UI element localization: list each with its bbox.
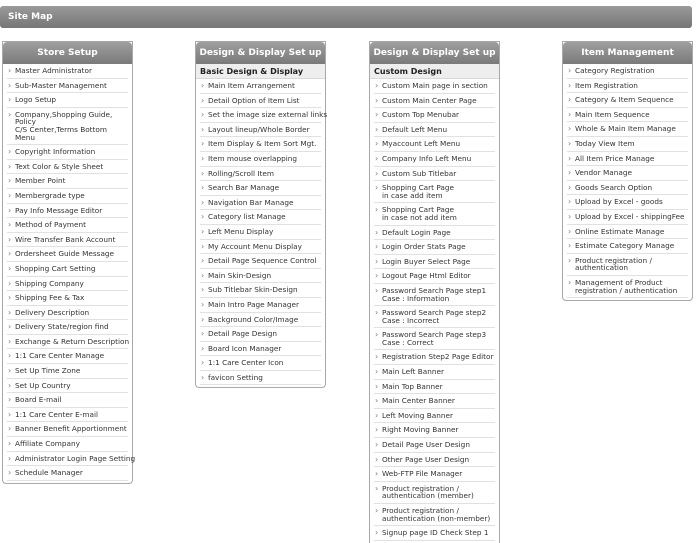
sitemap-link[interactable] (567, 137, 688, 152)
sitemap-link[interactable] (200, 342, 321, 357)
sitemap-link-label: › Estimate Category Manage (575, 241, 675, 251)
item-list (196, 79, 328, 387)
sitemap-link[interactable] (7, 204, 128, 219)
sitemap-link[interactable] (7, 189, 128, 204)
sitemap-link[interactable] (200, 313, 321, 328)
sitemap-link-label: › Online Estimate Manage (575, 226, 665, 236)
sitemap-link[interactable] (374, 203, 495, 225)
sitemap-link-label: › Upload by Excel - goods (575, 197, 663, 207)
sitemap-link[interactable] (200, 240, 321, 255)
sitemap-link[interactable] (7, 160, 128, 175)
sitemap-link-label: › Delivery State/region find (15, 322, 109, 332)
sitemap-link[interactable] (374, 526, 495, 541)
sitemap-link[interactable] (200, 298, 321, 313)
sitemap-link[interactable] (374, 167, 495, 182)
sitemap-link-label: › 1:1 Care Center Manage (15, 351, 105, 361)
sitemap-link-label: › Login Order Stats Page (382, 242, 466, 252)
sitemap-link[interactable] (7, 277, 128, 292)
sitemap-link[interactable] (374, 394, 495, 409)
sitemap-link[interactable] (567, 239, 688, 254)
sitemap-link-label: › Detail Option of Item List (208, 95, 300, 105)
sitemap-link-label: › Master Administrator (15, 66, 92, 75)
sitemap-link-label: › Set the image size external links (208, 110, 328, 120)
sitemap-link-label: › Product registration / authentication (575, 255, 652, 273)
column-subheader: Custom Design (370, 64, 499, 79)
sitemap-link[interactable] (200, 283, 321, 298)
sitemap-link-label: › Main Item Sequence (575, 109, 650, 119)
sitemap-link[interactable] (200, 152, 321, 167)
sitemap-link-label: › Sub-Master Management (15, 80, 107, 90)
sitemap-link-label: › Board E-mail (15, 395, 62, 405)
sitemap-link-label: › Shipping Fee & Tax (15, 293, 85, 303)
sitemap-link[interactable] (374, 467, 495, 482)
sitemap-link[interactable] (567, 276, 688, 298)
sitemap-link-label: › Set Up Time Zone (15, 366, 81, 376)
sitemap-link-label: › Search Bar Manage (208, 183, 280, 193)
sitemap-link-label: › Product registration / authentication (member) (382, 483, 474, 501)
sitemap-link[interactable] (374, 284, 495, 306)
sitemap-link-label: › Affiliate Company (15, 439, 80, 449)
sitemap-link[interactable] (7, 408, 128, 423)
sitemap-link-label: › Company,Shopping Guide, Policy C/S Center,Terms Bottom Menu (15, 109, 113, 142)
column-store-setup (2, 41, 136, 484)
sitemap-link[interactable] (374, 108, 495, 123)
column-header: Design & Display Set up (370, 42, 499, 64)
sitemap-link-label: › Goods Search Option (575, 182, 653, 192)
sitemap-link[interactable] (567, 93, 688, 108)
sitemap-link[interactable] (200, 356, 321, 371)
sitemap-link[interactable] (200, 225, 321, 240)
sitemap-link[interactable] (567, 152, 688, 167)
column-item-management (562, 41, 693, 301)
sitemap-link[interactable] (374, 438, 495, 453)
sitemap-link[interactable] (200, 269, 321, 284)
sitemap-link-label: › Main Skin-Design (208, 270, 272, 280)
sitemap-link[interactable] (374, 79, 495, 94)
sitemap-link[interactable] (200, 79, 321, 94)
item-list (563, 64, 692, 300)
sitemap-link-label: › Sub Titlebar Skin-Design (208, 285, 298, 295)
sitemap-link-label: › Main Left Banner (382, 367, 445, 377)
sitemap-link[interactable] (7, 93, 128, 108)
sitemap-link[interactable] (200, 254, 321, 269)
sitemap-link-label: › 1:1 Care Center E-mail (15, 409, 99, 419)
sitemap-link-label: › Item Display & Item Sort Mgt. (208, 139, 317, 149)
sitemap-link[interactable] (374, 453, 495, 468)
sitemap-link-label: › Copyright Information (15, 147, 96, 157)
sitemap-link-label: › Exchange & Return Description (15, 336, 130, 346)
sitemap-link[interactable] (7, 437, 128, 452)
sitemap-link[interactable] (200, 371, 321, 386)
sitemap-link-label: › Member Point (15, 176, 66, 186)
sitemap-link-label: › 1:1 Care Center Icon (208, 358, 284, 368)
sitemap-link-label: › Custom Sub Titlebar (382, 168, 457, 178)
sitemap-link-label: › favicon Setting (208, 372, 263, 382)
sitemap-link-label: › Main Center Banner (382, 396, 455, 406)
sitemap-link[interactable] (374, 226, 495, 241)
sitemap-link-label: › Shopping Cart Page in case add item (382, 183, 454, 200)
sitemap-link-label: › Membergrade type (15, 190, 85, 200)
sitemap-link-label: › Company Info Left Menu (382, 153, 472, 163)
sitemap-link-label: › My Account Menu Display (208, 241, 302, 251)
sitemap-link-label: › Right Moving Banner (382, 425, 459, 435)
sitemap-link-label: › Schedule Manager (15, 468, 83, 478)
sitemap-link-label: › Logo Setup (15, 95, 57, 105)
sitemap-link[interactable] (200, 94, 321, 109)
sitemap-link-label: › Text Color & Style Sheet (15, 161, 104, 171)
sitemap-link[interactable] (374, 380, 495, 395)
sitemap-link[interactable] (7, 291, 128, 306)
sitemap-link-label: › Rolling/Scroll Item (208, 168, 274, 178)
sitemap-link[interactable] (7, 233, 128, 248)
sitemap-link[interactable] (200, 123, 321, 138)
sitemap-link[interactable] (374, 94, 495, 109)
sitemap-link[interactable] (567, 225, 688, 240)
sitemap-link-label: › Detail Page Sequence Control (208, 256, 317, 266)
sitemap-link-label: › Item mouse overlapping (208, 153, 298, 163)
sitemap-link-label: › Wire Transfer Bank Account (15, 234, 116, 244)
sitemap-link[interactable] (567, 108, 688, 123)
sitemap-link[interactable] (374, 482, 495, 504)
sitemap-link-label: › Category & Item Sequence (575, 95, 674, 105)
sitemap-link-label: › Password Search Page step2 Case : Incorrect (382, 308, 487, 325)
sitemap-link[interactable] (374, 137, 495, 152)
page-title: Site Map (0, 6, 692, 28)
sitemap-link[interactable] (374, 181, 495, 203)
sitemap-link-label: › Left Menu Display (208, 226, 274, 236)
sitemap-link-label: › Custom Main page in section (382, 81, 488, 90)
item-list (370, 79, 499, 543)
sitemap-link[interactable] (374, 269, 495, 284)
sitemap-link[interactable] (200, 327, 321, 342)
sitemap-link-label: › Default Login Page (382, 227, 451, 237)
sitemap-link-label: › Registration Step2 Page Editor (382, 352, 494, 362)
sitemap-link-label: › Method of Payment (15, 220, 86, 230)
sitemap-link[interactable] (567, 181, 688, 196)
sitemap-link[interactable] (567, 79, 688, 94)
sitemap-link[interactable] (7, 247, 128, 262)
sitemap-link[interactable] (567, 122, 688, 137)
sitemap-link[interactable] (200, 108, 328, 123)
sitemap-link[interactable] (7, 174, 128, 189)
sitemap-link-label: › Upload by Excel - shippingFee (575, 211, 685, 221)
sitemap-link-label: › Shopping Cart Setting (15, 263, 96, 273)
sitemap-link[interactable] (7, 64, 128, 79)
sitemap-link[interactable] (7, 145, 128, 160)
sitemap-link[interactable] (374, 409, 495, 424)
sitemap-link-label: › Ordersheet Guide Message (15, 249, 115, 259)
sitemap-link[interactable] (374, 306, 495, 328)
sitemap-link-label: › Set Up Country (15, 380, 71, 390)
sitemap-link-label: › Category list Manage (208, 212, 286, 222)
sitemap-link[interactable] (7, 262, 128, 277)
sitemap-link[interactable] (567, 64, 688, 79)
sitemap-link[interactable] (374, 123, 495, 138)
sitemap-link-label: › Navigation Bar Manage (208, 197, 294, 207)
sitemap-link-label: › Shopping Cart Page in case not add item (382, 205, 457, 222)
sitemap-link-label: › Layout lineup/Whole Border (208, 124, 310, 134)
sitemap-link[interactable] (374, 255, 495, 270)
sitemap-link[interactable] (374, 152, 495, 167)
sitemap-link-label: › Left Moving Banner (382, 410, 453, 420)
sitemap-link[interactable] (7, 108, 128, 145)
sitemap-link[interactable] (567, 254, 688, 276)
sitemap-link-label: › Web-FTP File Manager (382, 469, 463, 479)
column-subheader: Basic Design & Display (196, 64, 325, 79)
sitemap-link[interactable] (7, 79, 128, 94)
sitemap-link[interactable] (7, 422, 128, 437)
sitemap-link-label: › Detail Page Design (208, 329, 277, 339)
sitemap-link-label: › Logout Page Html Editor (382, 271, 471, 281)
sitemap-link[interactable] (567, 195, 688, 210)
sitemap-link[interactable] (7, 306, 128, 321)
sitemap-link[interactable] (374, 240, 495, 255)
sitemap-link-label: › Myaccount Left Menu (382, 139, 461, 149)
sitemap-link-label: › Background Color/Image (208, 314, 299, 324)
sitemap-link-label: › Custom Top Menubar (382, 110, 460, 120)
sitemap-link-label: › Whole & Main Item Manage (575, 124, 676, 134)
sitemap-link-label: › Other Page User Design (382, 454, 470, 464)
sitemap-link-label: › Board Icon Manager (208, 343, 282, 353)
sitemap-link-label: › Main Intro Page Manager (208, 299, 299, 309)
sitemap-link-label: › Today View Item (575, 138, 635, 148)
sitemap-link[interactable] (200, 196, 321, 211)
sitemap-link[interactable] (7, 335, 128, 350)
sitemap-link-label: › Delivery Description (15, 307, 90, 317)
sitemap-link-label: › Default Left Menu (382, 124, 448, 134)
sitemap-link-label: › Password Search Page step1 Case : Information (382, 285, 487, 303)
sitemap-link-label: › Signup page ID Check Step 1 (382, 528, 489, 538)
sitemap-link[interactable] (374, 350, 495, 365)
sitemap-link[interactable] (200, 137, 321, 152)
column-custom-design (369, 41, 500, 543)
sitemap-link-label: › Vendor Manage (575, 168, 632, 178)
sitemap-link[interactable] (567, 210, 688, 225)
sitemap-link-label: › Item Registration (575, 80, 638, 90)
sitemap-link-label: › Main Item Arrangement (208, 81, 295, 90)
sitemap-link[interactable] (7, 218, 128, 233)
sitemap-link[interactable] (7, 393, 128, 408)
sitemap-link-label: › Password Search Page step3 Case : Correct (382, 330, 487, 347)
sitemap-link[interactable] (7, 452, 136, 467)
item-list (3, 64, 136, 483)
sitemap-link[interactable] (7, 364, 128, 379)
sitemap-link-label: › Custom Main Center Page (382, 95, 477, 105)
sitemap-link-label: › Pay Info Message Editor (15, 205, 103, 215)
sitemap-link[interactable] (374, 328, 495, 350)
sitemap-link-label: › Detail Page User Design (382, 440, 470, 450)
sitemap-link[interactable] (374, 423, 495, 438)
sitemap-link[interactable] (7, 349, 128, 364)
sitemap-link-label: › Administrator Login Page Setting (15, 453, 136, 463)
sitemap-link-label: › Management of Product registration / authentication (575, 277, 678, 295)
column-header: Design & Display Set up (196, 42, 325, 64)
sitemap-link[interactable] (200, 210, 321, 225)
sitemap-link[interactable] (374, 365, 495, 380)
column-header: Store Setup (3, 42, 132, 64)
sitemap-link[interactable] (374, 504, 495, 526)
sitemap-link-label: › Banner Benefit Apportionment (15, 424, 127, 434)
column-basic-design (195, 41, 326, 388)
sitemap-link[interactable] (200, 181, 321, 196)
sitemap-link-label: › All Item Price Manage (575, 153, 655, 163)
sitemap-link[interactable] (7, 466, 128, 481)
sitemap-link[interactable] (200, 167, 321, 182)
sitemap-link-label: › Shipping Company (15, 278, 84, 288)
column-header: Item Management (563, 42, 692, 64)
sitemap-link-label: › Category Registration (575, 66, 655, 75)
sitemap-link-label: › Main Top Banner (382, 381, 443, 391)
sitemap-link[interactable] (7, 379, 128, 394)
sitemap-link-label: › Product registration / authentication (non-member) (382, 506, 491, 523)
sitemap-link-label: › Login Buyer Select Page (382, 256, 471, 266)
sitemap-link[interactable] (7, 320, 128, 335)
sitemap-link[interactable] (567, 166, 688, 181)
